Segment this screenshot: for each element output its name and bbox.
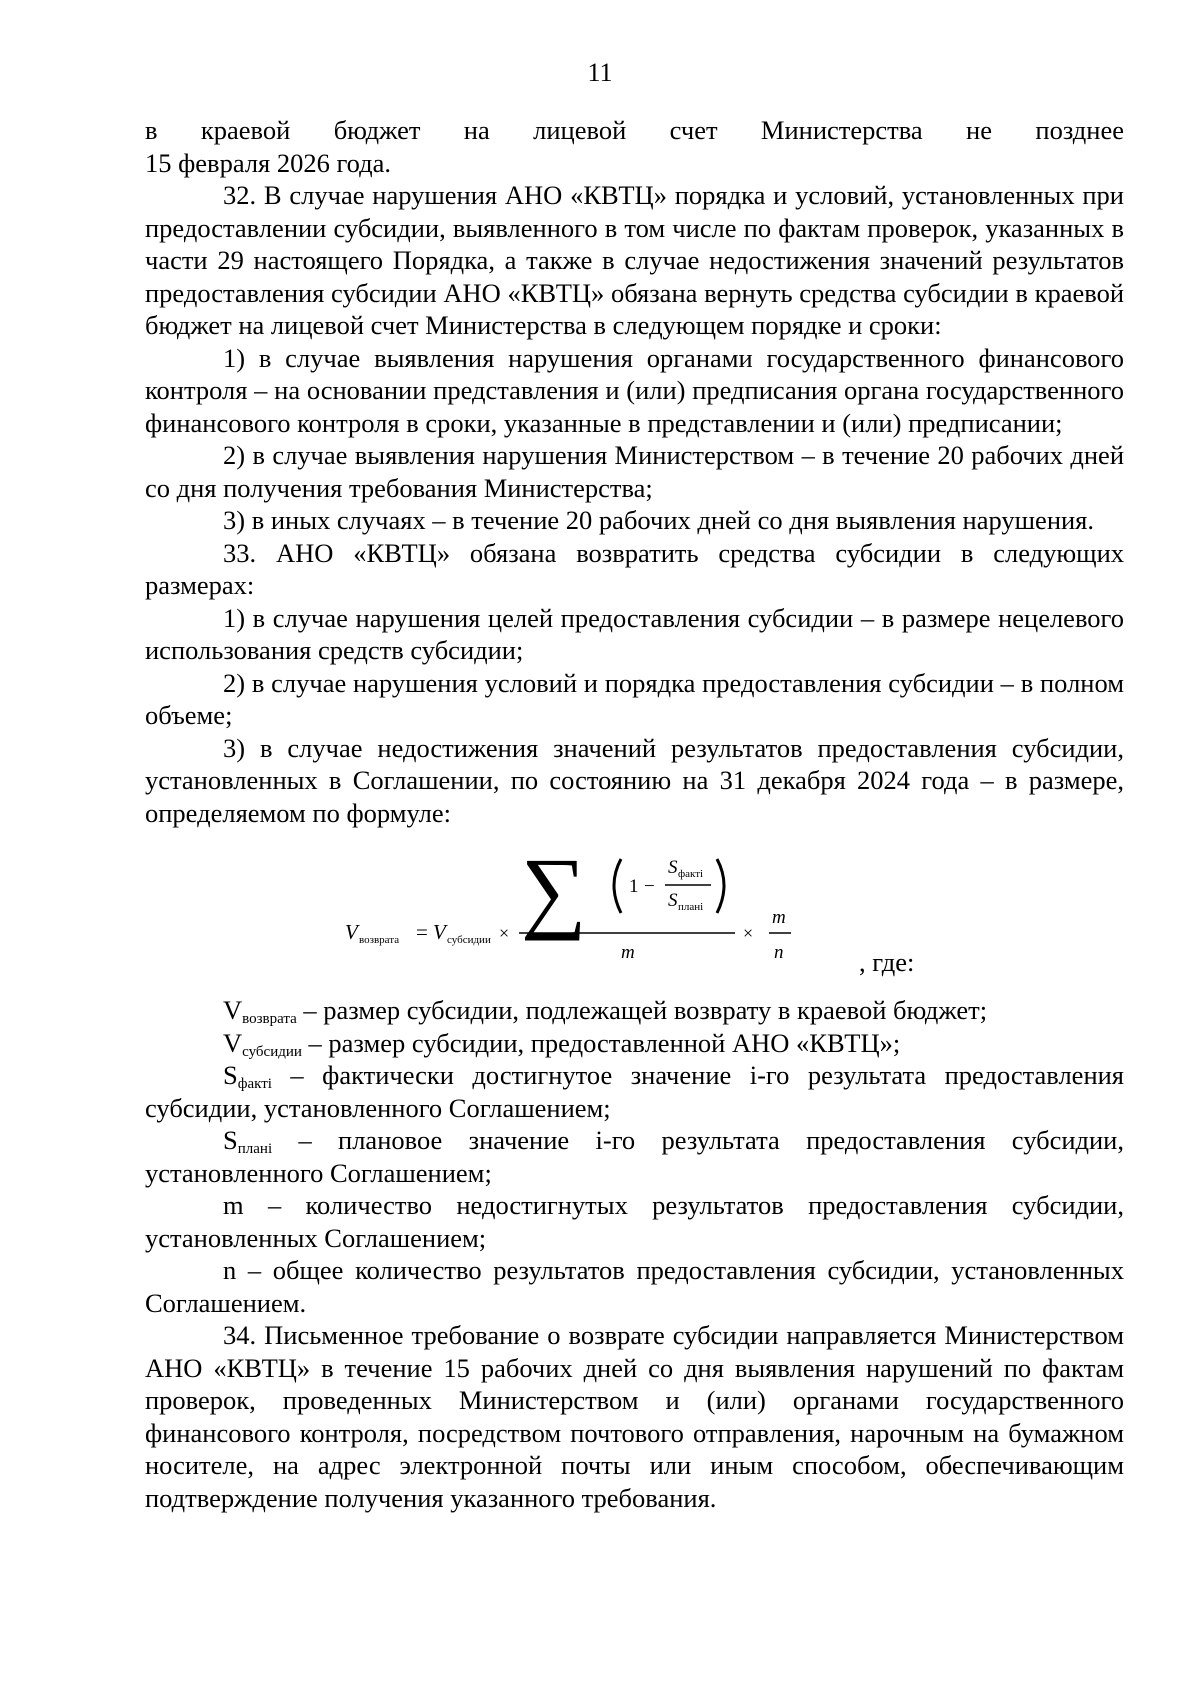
formula-paren-right [717, 859, 724, 913]
formula-v-subsidy-sub: субсидии [447, 934, 491, 946]
formula-where-label: , где: [859, 947, 915, 977]
definition-subscript: возврата [242, 1011, 297, 1027]
definition-v-subsidy [145, 1027, 1124, 1060]
definition-text: – общее количество результатов предоставления субсидии, установленных Соглашением. [145, 1255, 1124, 1318]
formula-s-fact-symbol: S [668, 857, 678, 878]
formula-m-denominator: m [621, 942, 635, 963]
definition-subscript: планi [237, 1141, 273, 1157]
definition-text: – размер субсидии, предоставленной АНО «КВТЦ»; [301, 1027, 901, 1058]
formula-m-numerator: m [772, 907, 786, 928]
formula-s-plan-sub: планi [678, 901, 704, 913]
formula-one: 1 [629, 876, 639, 897]
paragraph-32-item-1: 1) в случае выявления нарушения органами государственного финансового контроля – на основании представления и (или) предписания органа государственного финансового контроля в сроки, указанные в представлении и (или) предписании; [145, 342, 1124, 438]
definition-symbol: n [223, 1255, 237, 1285]
definition-symbol: S [223, 1060, 238, 1090]
formula-minus: − [644, 876, 655, 897]
paragraph-32: 32. В случае нарушения АНО «КВТЦ» порядка и условий, установленных при предоставлении субсидии, выявленного в том числе по фактам проверок, указанных в части 29 настоящего Порядка, а также в случае недостижения значений результатов предоставления субсидии АНО «КВТЦ» обязана вернуть средства субсидии в краевой бюджет на лицевой счет Министерства в следующем порядке и сроки: [145, 180, 1124, 340]
definition-symbol: V [223, 1027, 243, 1058]
paragraph-33: 33. АНО «КВТЦ» обязана возвратить средства субсидии в следующих размерах: [145, 537, 1124, 600]
formula-v-return-sub: возврата [359, 934, 400, 946]
paragraph-32-item-2: 2) в случае выявления нарушения Министерством – в течение 20 рабочих дней со дня получения требования Министерства; [145, 440, 1124, 503]
paragraph-33-item-1: 1) в случае нарушения целей предоставления субсидии – в размере нецелевого использования средств субсидии; [145, 602, 1124, 665]
definition-subscript: субсидии [242, 1043, 302, 1060]
paragraph-33-item-2: 2) в случае нарушения условий и порядка предоставления субсидии – в полном объеме; [145, 667, 1124, 730]
definition-subscript: фактi [237, 1076, 272, 1092]
definition-text: – фактически достигнутое значение i-го результата предоставления субсидии, установленного Соглашением; [145, 1060, 1124, 1123]
formula-times-2: × [743, 923, 754, 943]
formula-n-denominator: n [774, 942, 784, 963]
page-number: 11 [587, 58, 613, 87]
formula-v-subsidy-symbol: V [433, 920, 446, 944]
paragraph-33-item-3: 3) в случае недостижения значений результатов предоставления субсидии, установленных в Соглашении, по состоянию на 31 декабря 2024 года – в размере, определяемом по формуле: [145, 732, 1124, 828]
definition-n [145, 1254, 1124, 1319]
formula-v-return-symbol: V [345, 920, 358, 944]
definition-symbol: V [223, 995, 243, 1025]
definition-symbol: S [223, 1125, 238, 1155]
formula-paren-left [614, 859, 621, 913]
definition-text: – плановое значение i-го результата предоставления субсидии, установленного Соглашением; [145, 1125, 1124, 1188]
formula-s-fact-sub: фактi [678, 868, 704, 880]
definition-text: – размер субсидии, подлежащей возврату в краевой бюджет; [296, 995, 988, 1025]
formula-s-plan-symbol: S [668, 890, 678, 911]
definition-s-fact [145, 1059, 1124, 1124]
definition-v-return [145, 994, 1124, 1027]
definition-m [145, 1189, 1124, 1254]
formula-times-1: × [499, 923, 510, 943]
definition-s-plan [145, 1124, 1124, 1189]
paragraph-32-item-3: 3) в иных случаях – в течение 20 рабочих дней со дня выявления нарушения. [223, 505, 1094, 535]
definition-text: – количество недостигнутых результатов предоставления субсидии, установленных Соглашением; [145, 1190, 1124, 1253]
refund-formula [145, 829, 1124, 994]
definition-symbol: m [223, 1190, 244, 1220]
paragraph-34: 34. Письменное требование о возврате субсидии направляется Министерством АНО «КВТЦ» в течение 15 рабочих дней со дня выявления нарушений по фактам проверок, проведенных Министерством и (или) органами государственного финансового контроля, посредством почтового отправления, нарочным на бумажном носителе, на адрес электронной почты или иным способом, обеспечивающим подтверждение получения указанного требования. [145, 1320, 1124, 1513]
paragraph-continuation-line1: в краевой бюджет на лицевой счет Министерства не позднее [145, 115, 1124, 145]
formula-graphic [345, 837, 825, 982]
document-body [145, 114, 1124, 1514]
formula-equals: = [416, 920, 428, 944]
paragraph-continuation-line2: 15 февраля 2026 года. [145, 147, 392, 178]
formula-sum-sign: ∑ [521, 839, 587, 941]
